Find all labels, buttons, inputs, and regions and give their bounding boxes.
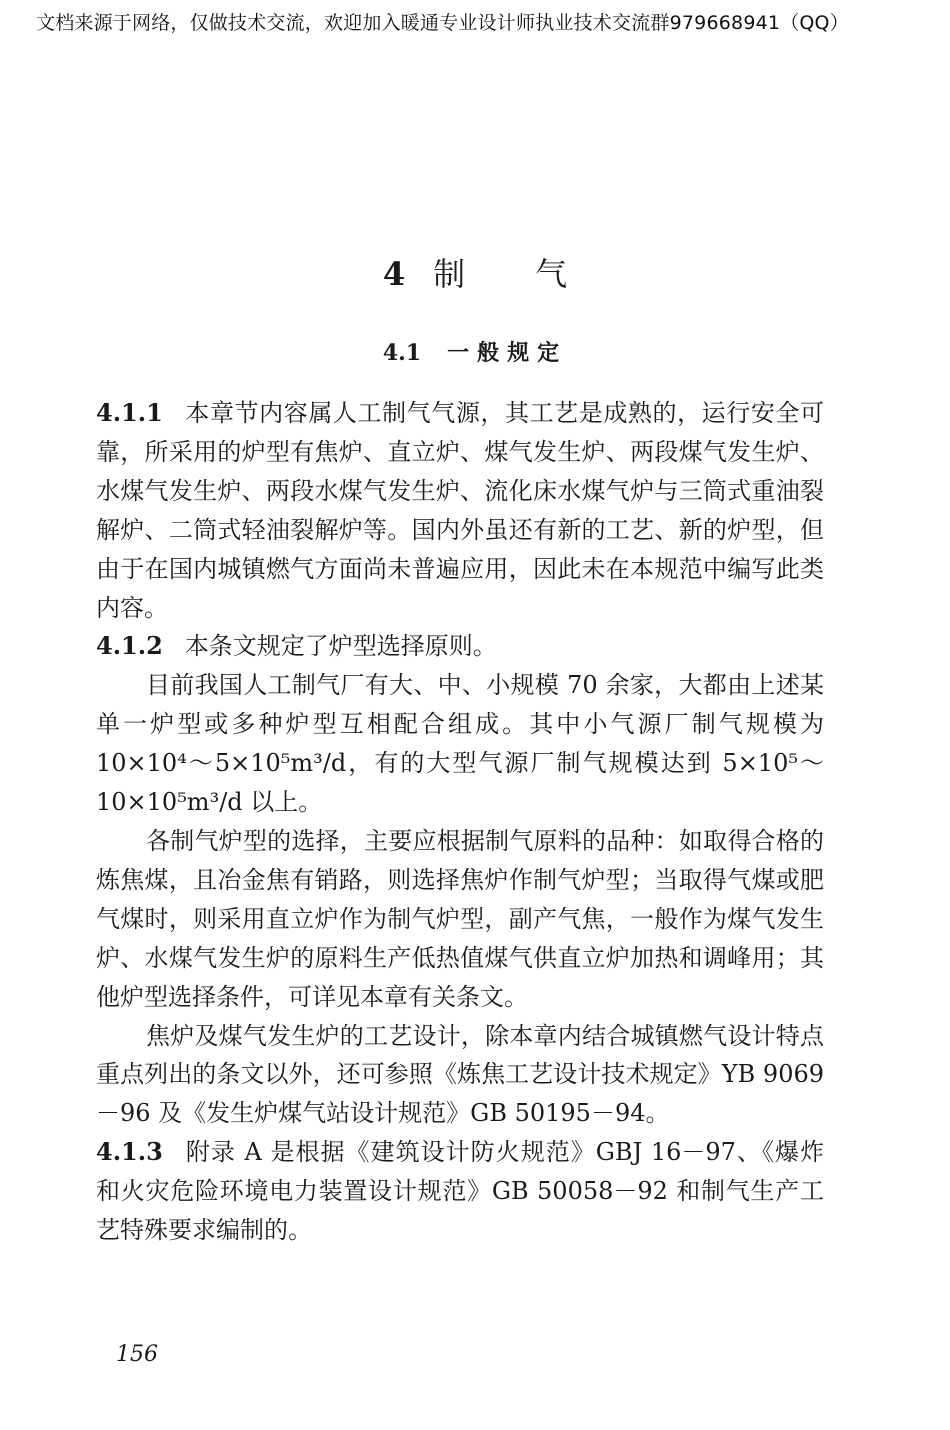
watermark-text: 文档来源于网络，仅做技术交流，欢迎加入暖通专业设计师执业技术交流群979668941（QQ） — [36, 12, 849, 34]
section-number: 4.1 — [382, 340, 422, 366]
clause-text: 本章节内容属人工制气气源，其工艺是成熟的，运行安全可靠，所采用的炉型有焦炉、直立炉、煤气发生炉、两段煤气发生炉、水煤气发生炉、两段水煤气发生炉、流化床水煤气炉与三筒式重油裂解炉、二筒式轻油裂解炉等。国内外虽还有新的工艺、新的炉型，但由于在国内城镇燃气方面尚未普遍应用，因此未在本规范中编写此类内容。 — [96, 399, 824, 622]
chapter-number: 4 — [382, 255, 406, 293]
section-title-text: 一般规定 — [447, 340, 568, 366]
chapter-title — [0, 252, 950, 296]
clause-number: 4.1.1 — [96, 398, 163, 427]
clause-text: 附录 A 是根据《建筑设计防火规范》GBJ 16－97、《爆炸和火灾危险环境电力装置设计规范》GB 50058－92 和制气生产工艺特殊要求编制的。 — [96, 1138, 824, 1245]
clause-text: 本条文规定了炉型选择原则。 — [184, 632, 497, 661]
clause-4-1-2-paragraph-1 — [96, 627, 824, 666]
clause-4-1-3-paragraph-1 — [96, 1133, 824, 1250]
chapter-title-text: 制气 — [433, 255, 638, 293]
page-number: 156 — [116, 1342, 158, 1367]
page-body — [96, 394, 824, 1250]
clause-4-1-2-paragraph-3: 各制气炉型的选择，主要应根据制气原料的品种：如取得合格的炼焦煤，且冶金焦有销路，则选择焦炉作制气炉型；当取得气煤或肥气煤时，则采用直立炉作为制气炉型，副产气焦，一般作为煤气发生炉、水煤气发生炉的原料生产低热值煤气供直立炉加热和调峰用；其他炉型选择条件，可详见本章有关条文。 — [96, 826, 824, 1011]
section-title — [0, 336, 950, 370]
clause-number: 4.1.2 — [96, 631, 163, 661]
clause-number: 4.1.3 — [96, 1137, 163, 1167]
clause-4-1-2-paragraph-2: 目前我国人工制气厂有大、中、小规模 70 余家，大都由上述某单一炉型或多种炉型互相配合组成。其中小气源厂制气规模为 10×10⁴～5×10⁵m³/d，有的大型气源厂制气规模达到 5×10⁵～10×10⁵m³/d 以上。 — [96, 671, 824, 817]
clause-4-1-1-paragraph-1 — [96, 394, 824, 627]
clause-4-1-2-paragraph-4: 焦炉及煤气发生炉的工艺设计，除本章内结合城镇燃气设计特点重点列出的条文以外，还可参照《炼焦工艺设计技术规定》YB 9069－96 及《发生炉煤气站设计规范》GB 50195－94。 — [96, 1021, 824, 1128]
